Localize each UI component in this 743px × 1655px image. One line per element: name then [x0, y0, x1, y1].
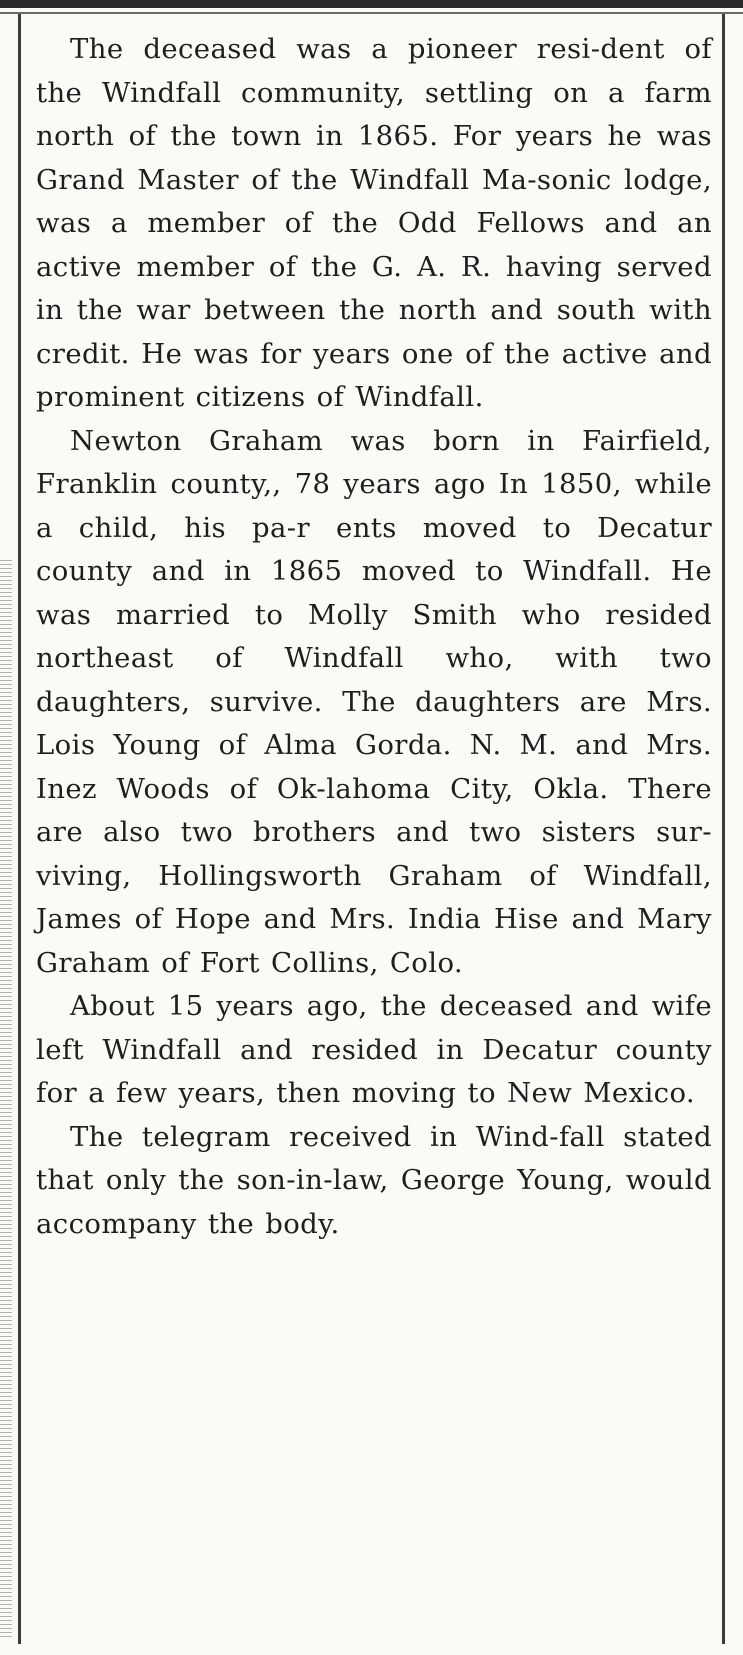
article-paragraph-4: The telegram received in Wind-fall stated that only the son-in-law, George Young, would accompany the body. [36, 1120, 712, 1240]
left-column-rule [18, 14, 21, 1644]
adjacent-column-fragment [0, 560, 12, 1640]
article-paragraph-1: The deceased was a pioneer resi-dent of the Windfall community, settling on a farm north of the town in 1865. For years he was Grand Master of the Windfall Ma-sonic lodge, was a member of the Odd Fellows and an active member of the G. A. R. having served in the war between the north and south with credit. He was for years one of the active and prominent citizens of Windfall. [36, 33, 712, 413]
top-border-rule [0, 0, 743, 8]
article-paragraph-2: Newton Graham was born in Fairfield, Franklin county,, 78 years ago In 1850, while a child, his pa-r ents moved to Decatur county and in 1865 moved to Windfall. He was married to Molly Smith who resided northeast of Windfall who, with two daughters, survive. The daughters are Mrs. Lois Young of Alma Gorda. N. M. and Mrs. Inez Woods of Ok-lahoma City, Okla. There are also two brothers and two sisters sur-viving, Hollingsworth Graham of Windfall, James of Hope and Mrs. India Hise and Mary Graham of Fort Collins, Colo. [36, 424, 712, 979]
obituary-article [36, 28, 712, 1246]
right-column-rule [722, 14, 725, 1644]
article-paragraph-3: About 15 years ago, the deceased and wife left Windfall and resided in Decatur county for a few years, then moving to New Mexico. [36, 990, 712, 1109]
top-border-thin-rule [0, 12, 743, 14]
